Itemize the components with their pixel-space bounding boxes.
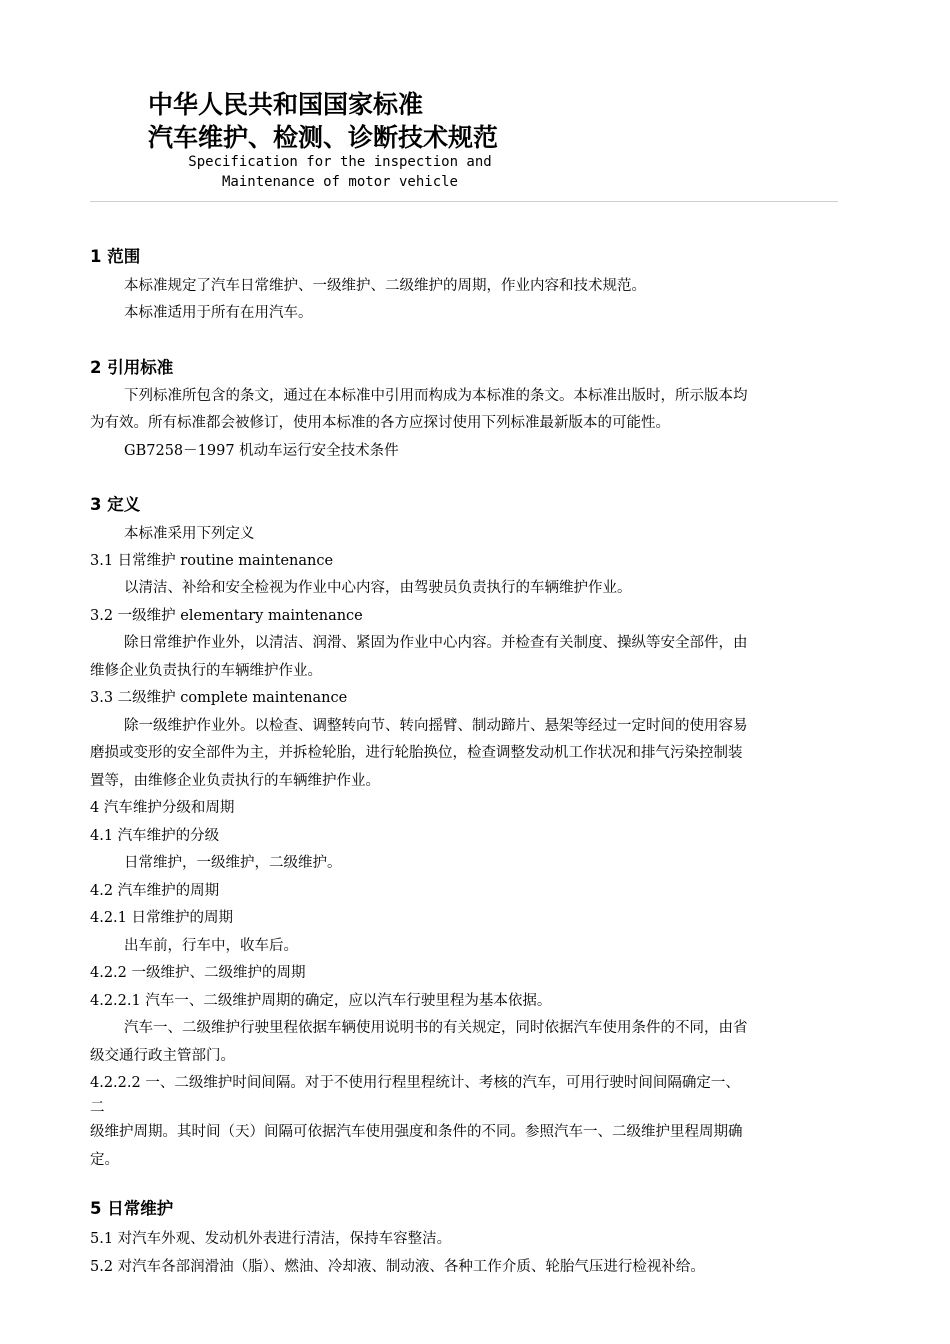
clause-4-2-1-body: 出车前，行车中，收车后。 (124, 938, 298, 954)
definition-3-2-body-a: 除日常维护作业外，以清洁、润滑、紧固为作业中心内容。并检查有关制度、操纵等安全部件，由 (124, 635, 748, 651)
clause-4-2-2-2-c: 级维护周期。其时间（天）间隔可依据汽车使用强度和条件的不同。参照汽车一、二级维护里程周期确 (90, 1124, 743, 1140)
clause-4-2-2-1-body-b: 级交通行政主管部门。 (90, 1048, 235, 1064)
clause-4-2-2-title: 4.2.2 一级维护、二级维护的周期 (90, 965, 306, 981)
definition-3-3-body-b: 磨损或变形的安全部件为主，并拆检轮胎，进行轮胎换位，检查调整发动机工作状况和排气污染控制装 (90, 745, 743, 761)
title-line-2: 汽车维护、检测、诊断技术规范 (148, 123, 499, 152)
clause-5-2: 5.2 对汽车各部润滑油（脂）、燃油、冷却液、制动液、各种工作介质、轮胎气压进行检视补给。 (90, 1259, 705, 1275)
section-1-heading: 1 范围 (90, 247, 141, 266)
clause-4-2-2-2-b: 二 (90, 1100, 105, 1116)
section-5-heading: 5 日常维护 (90, 1199, 174, 1218)
clause-4-2-1-title: 4.2.1 日常维护的周期 (90, 910, 234, 926)
clause-4-2-title: 4.2 汽车维护的周期 (90, 883, 220, 899)
section-4-heading: 4 汽车维护分级和周期 (90, 800, 235, 816)
definition-3-2-body-b: 维修企业负责执行的车辆维护作业。 (90, 663, 322, 679)
title-line-1: 中华人民共和国国家标准 (148, 90, 424, 119)
english-subtitle-line-1: Specification for the inspection and (188, 154, 492, 170)
section-2-paragraph-1a: 下列标准所包含的条文，通过在本标准中引用而构成为本标准的条文。本标准出版时，所示版本均 (124, 388, 748, 404)
definition-3-1-title: 3.1 日常维护 routine maintenance (90, 553, 334, 569)
section-1-paragraph-2: 本标准适用于所有在用汽车。 (124, 305, 313, 321)
document-header (148, 88, 498, 154)
definition-3-3-title: 3.3 二级维护 complete maintenance (90, 690, 348, 706)
header-divider (90, 201, 838, 202)
clause-4-2-2-2-a: 4.2.2.2 一、二级维护时间间隔。对于不使用行程里程统计、考核的汽车，可用行驶时间间隔确定一、 (90, 1075, 740, 1091)
section-3-intro: 本标准采用下列定义 (124, 526, 255, 542)
section-2-paragraph-1b: 为有效。所有标准都会被修订，使用本标准的各方应探讨使用下列标准最新版本的可能性。 (90, 415, 670, 431)
clause-5-1: 5.1 对汽车外观、发动机外表进行清洁，保持车容整洁。 (90, 1231, 452, 1247)
section-1-paragraph-1: 本标准规定了汽车日常维护、一级维护、二级维护的周期，作业内容和技术规范。 (124, 278, 646, 294)
section-3-heading: 3 定义 (90, 495, 141, 514)
clause-4-2-2-1: 4.2.2.1 汽车一、二级维护周期的确定，应以汽车行驶里程为基本依据。 (90, 993, 552, 1009)
definition-3-1-body: 以清洁、补给和安全检视为作业中心内容，由驾驶员负责执行的车辆维护作业。 (124, 580, 632, 596)
section-2-reference: GB7258－1997 机动车运行安全技术条件 (124, 443, 399, 459)
clause-4-1-body: 日常维护，一级维护，二级维护。 (124, 855, 342, 871)
definition-3-3-body-a: 除一级维护作业外。以检查、调整转向节、转向摇臂、制动蹄片、悬架等经过一定时间的使用容易 (124, 718, 748, 734)
clause-4-2-2-2-d: 定。 (90, 1152, 119, 1168)
definition-3-3-body-c: 置等，由维修企业负责执行的车辆维护作业。 (90, 773, 380, 789)
clause-4-1-title: 4.1 汽车维护的分级 (90, 828, 220, 844)
section-2-heading: 2 引用标准 (90, 358, 174, 377)
english-subtitle-line-2: Maintenance of motor vehicle (221, 174, 458, 190)
definition-3-2-title: 3.2 一级维护 elementary maintenance (90, 608, 363, 624)
clause-4-2-2-1-body-a: 汽车一、二级维护行驶里程依据车辆使用说明书的有关规定，同时依据汽车使用条件的不同，由省 (124, 1020, 748, 1036)
